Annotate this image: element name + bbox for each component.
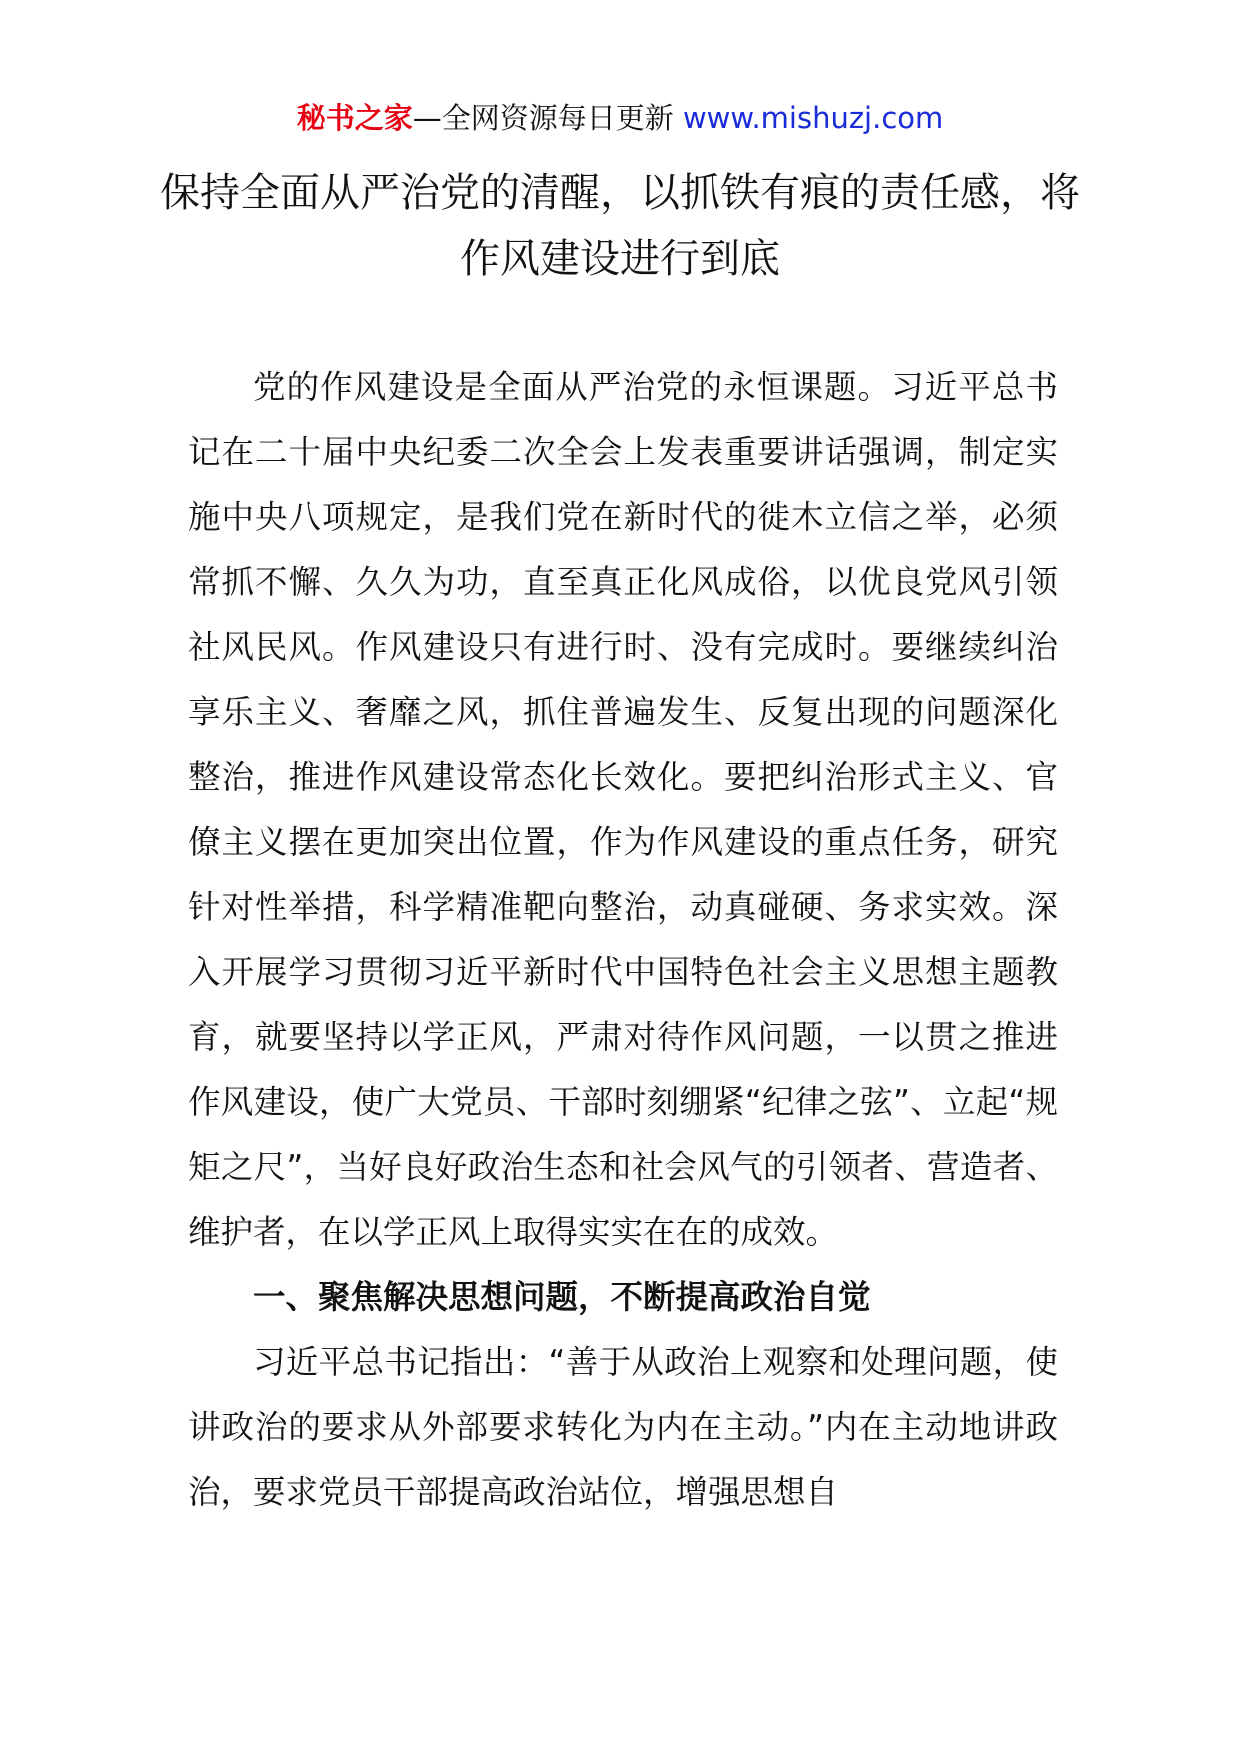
body-paragraph-2: 习近平总书记指出：“善于从政治上观察和处理问题，使讲政治的要求从外部要求转化为内在主动。”内在主动地讲政治，要求党员干部提高政治站位，增强思想自 [188, 1343, 1058, 1511]
section-heading-1: 一、聚焦解决思想问题，不断提高政治自觉 [253, 1278, 871, 1316]
document-title: 保持全面从严治党的清醒，以抓铁有痕的责任感，将作风建设进行到底 [160, 170, 1080, 282]
brand-name: 秘书之家 [296, 101, 413, 135]
site-url-link[interactable]: www.mishuzj.com [682, 101, 944, 135]
body-paragraph-1: 党的作风建设是全面从严治党的永恒课题。习近平总书记在二十届中央纪委二次全会上发表重要讲话强调，制定实施中央八项规定，是我们党在新时代的徙木立信之举，必须常抓不懈、久久为功，直至真正化风成俗，以优良党风引领社风民风。作风建设只有进行时、没有完成时。要继续纠治享乐主义、奢靡之风，抓住普遍发生、反复出现的问题深化整治，推进作风建设常态化长效化。要把纠治形式主义、官僚主义摆在更加突出位置，作为作风建设的重点任务，研究针对性举措，科学精准靶向整治，动真碰硬、务求实效。深入开展学习贯彻习近平新时代中国特色社会主义思想主题教育，就要坚持以学正风，严肃对待作风问题，一以贯之推进作风建设，使广大党员、干部时刻绷紧“纪律之弦”、立起“规矩之尺”，当好良好政治生态和社会风气的引领者、营造者、维护者，在以学正风上取得实实在在的成效。 [188, 368, 1058, 1251]
document-body [188, 355, 1058, 1525]
header-slogan: —全网资源每日更新 [412, 101, 683, 135]
site-header [0, 98, 1240, 138]
